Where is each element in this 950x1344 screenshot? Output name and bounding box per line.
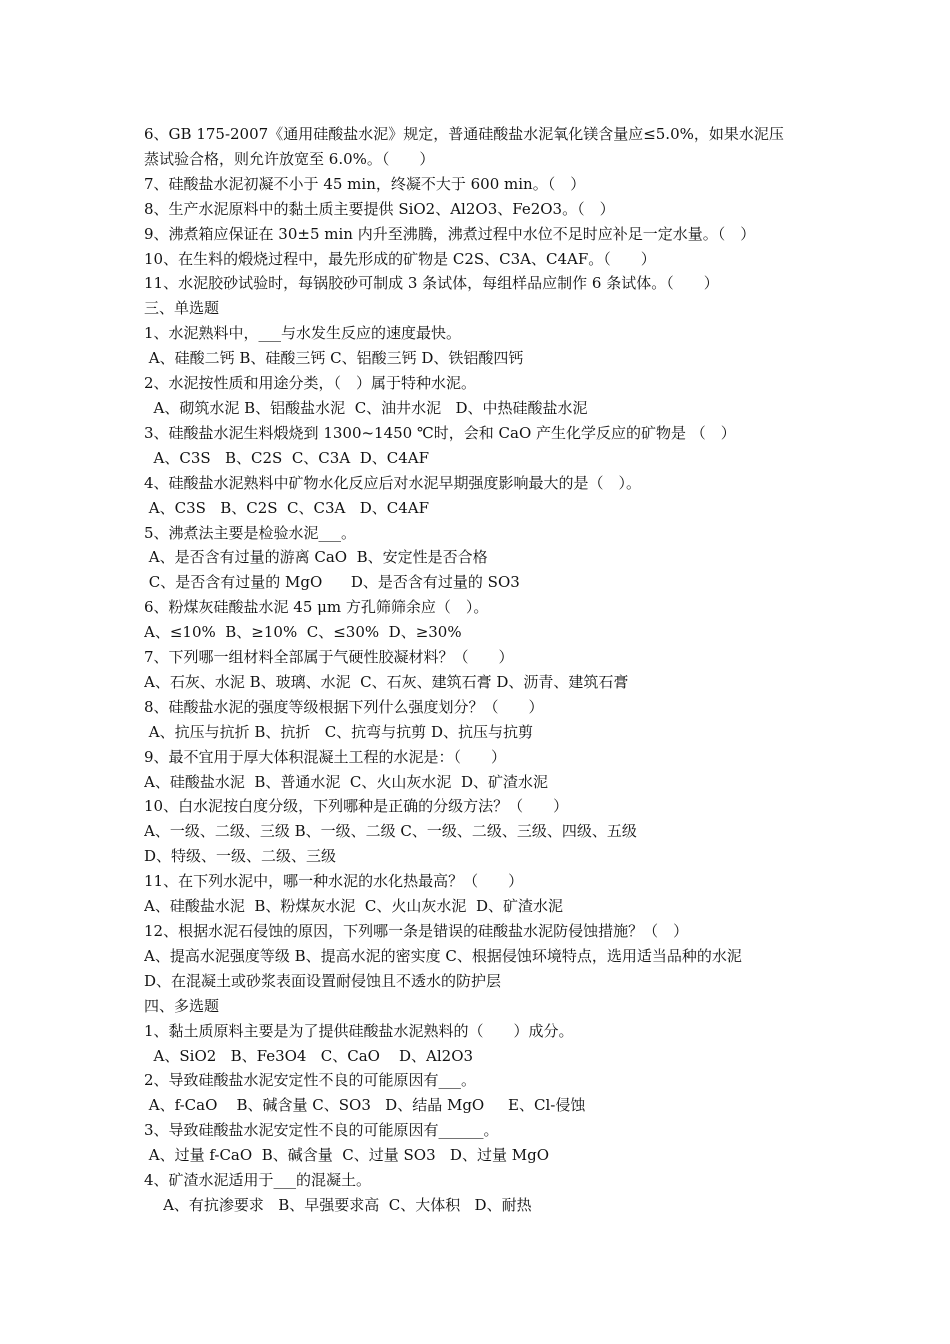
question-line: 6、GB 175-2007《通用硅酸盐水泥》规定，普通硅酸盐水泥氧化镁含量应≤5.0%，如果水泥压: [144, 125, 784, 143]
options-line: A、硅酸二钙 B、硅酸三钙 C、铝酸三钙 D、铁铝酸四钙: [144, 349, 524, 368]
question-line: 10、在生料的煅烧过程中，最先形成的矿物是 C2S、C3A、C4AF。（ ）: [144, 249, 656, 268]
options-line: A、C3S B、C2S C、C3A D、C4AF: [144, 498, 429, 517]
question-line: 1、水泥熟料中，___与水发生反应的速度最快。: [144, 324, 462, 343]
question-line: 1、黏土质原料主要是为了提供硅酸盐水泥熟料的（ ）成分。: [144, 1021, 574, 1040]
question-line: 5、沸煮法主要是检验水泥___。: [144, 523, 357, 542]
question-line: 10、白水泥按白度分级，下列哪种是正确的分级方法？（ ）: [144, 797, 569, 816]
question-line: 4、硅酸盐水泥熟料中矿物水化反应后对水泥早期强度影响最大的是（ ）。: [144, 473, 642, 492]
options-line: C、是否含有过量的 MgO D、是否含有过量的 SO3: [144, 573, 520, 592]
question-line: 2、水泥按性质和用途分类，（ ）属于特种水泥。: [144, 374, 477, 393]
options-line: A、有抗渗要求 B、早强要求高 C、大体积 D、耐热: [144, 1195, 532, 1214]
question-line: 11、在下列水泥中，哪一种水泥的水化热最高？（ ）: [144, 872, 524, 891]
options-line: D、特级、一级、二级、三级: [144, 847, 337, 866]
question-line: 11、水泥胶砂试验时，每锅胶砂可制成 3 条试体，每组样品应制作 6 条试体。（ ）: [144, 274, 719, 293]
question-line: 蒸试验合格，则允许放宽至 6.0%。（ ）: [144, 149, 435, 168]
options-line: A、硅酸盐水泥 B、粉煤灰水泥 C、火山灰水泥 D、矿渣水泥: [144, 897, 563, 916]
question-line: 2、导致硅酸盐水泥安定性不良的可能原因有___。: [144, 1071, 477, 1090]
question-line: 7、下列哪一组材料全部属于气硬性胶凝材料？（ ）: [144, 648, 514, 667]
section-heading: 三、单选题: [144, 299, 220, 318]
options-line: A、提高水泥强度等级 B、提高水泥的密实度 C、根据侵蚀环境特点，选用适当品种的水泥: [144, 946, 742, 965]
question-line: 9、沸煮箱应保证在 30±5 min 内升至沸腾，沸煮过程中水位不足时应补足一定水量。（ ）: [144, 224, 756, 243]
question-line: 7、硅酸盐水泥初凝不小于 45 min，终凝不大于 600 min。（ ）: [144, 174, 586, 193]
question-line: 8、生产水泥原料中的黏土质主要提供 SiO2、Al2O3、Fe2O3。（ ）: [144, 199, 615, 218]
options-line: D、在混凝土或砂浆表面设置耐侵蚀且不透水的防护层: [144, 971, 502, 990]
question-line: 9、最不宜用于厚大体积混凝土工程的水泥是：（ ）: [144, 747, 507, 766]
options-line: A、石灰、水泥 B、玻璃、水泥 C、石灰、建筑石膏 D、沥青、建筑石膏: [144, 672, 629, 691]
options-line: A、过量 f-CaO B、碱含量 C、过量 SO3 D、过量 MgO: [144, 1146, 549, 1165]
options-line: A、硅酸盐水泥 B、普通水泥 C、火山灰水泥 D、矿渣水泥: [144, 772, 548, 791]
options-line: A、一级、二级、三级 B、一级、二级 C、一级、二级、三级、四级、五级: [144, 822, 637, 841]
question-line: 4、矿渣水泥适用于___的混凝土。: [144, 1171, 372, 1190]
options-line: A、≤10% B、≥10% C、≤30% D、≥30%: [144, 623, 462, 642]
section-heading: 四、多选题: [144, 996, 220, 1015]
options-line: A、C3S B、C2S C、C3A D、C4AF: [144, 448, 429, 467]
options-line: A、抗压与抗折 B、抗折 C、抗弯与抗剪 D、抗压与抗剪: [144, 722, 533, 741]
options-line: A、砌筑水泥 B、铝酸盐水泥 C、油井水泥 D、中热硅酸盐水泥: [144, 398, 588, 417]
document-body: [144, 122, 824, 1218]
options-line: A、f-CaO B、碱含量 C、SO3 D、结晶 MgO E、Cl-侵蚀: [144, 1096, 586, 1115]
question-line: 12、根据水泥石侵蚀的原因，下列哪一条是错误的硅酸盐水泥防侵蚀措施？（ ）: [144, 922, 689, 940]
options-line: A、是否含有过量的游离 CaO B、安定性是否合格: [144, 548, 488, 567]
question-line: 3、导致硅酸盐水泥安定性不良的可能原因有______。: [144, 1121, 499, 1140]
question-line: 6、粉煤灰硅酸盐水泥 45 μm 方孔筛筛余应（ ）。: [144, 598, 489, 617]
options-line: A、SiO2 B、Fe3O4 C、CaO D、Al2O3: [144, 1046, 474, 1065]
question-line: 8、硅酸盐水泥的强度等级根据下列什么强度划分？（ ）: [144, 697, 544, 716]
question-line: 3、硅酸盐水泥生料煅烧到 1300~1450 ℃时，会和 CaO 产生化学反应的矿物是 （ ）: [144, 423, 736, 442]
